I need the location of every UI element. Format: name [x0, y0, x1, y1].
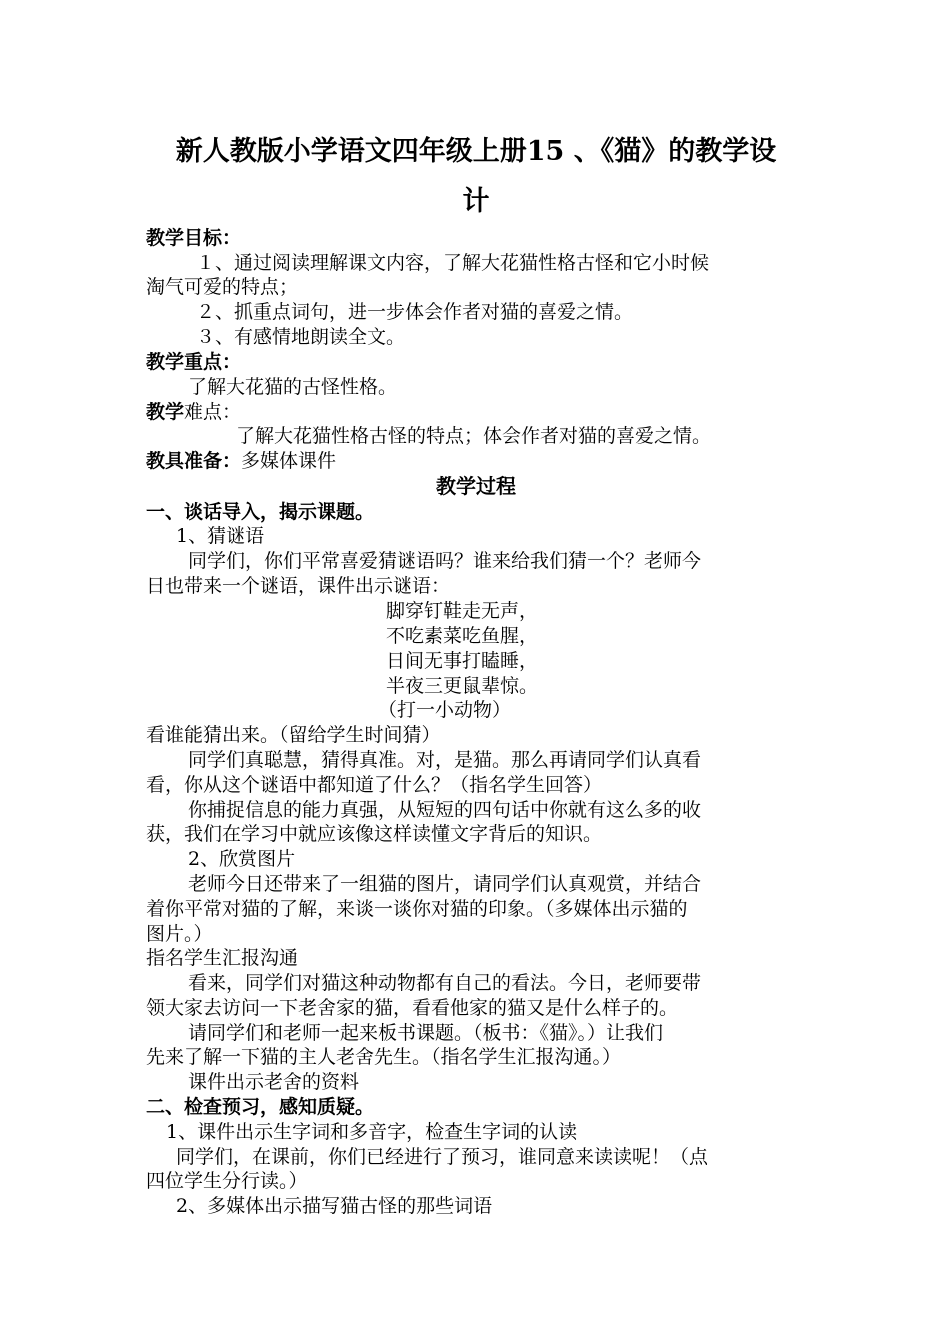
key-points-heading: 教学重点： — [146, 351, 242, 373]
section1-p2: 看谁能猜出来。（留给学生时间猜） — [146, 724, 441, 746]
riddle-line-1: 脚穿钉鞋走无声， — [386, 600, 539, 622]
section1-p1a: 同学们，你们平常喜爱猜谜语吗？谁来给我们猜一个？老师今 — [188, 550, 702, 572]
section1-p5a: 老师今日还带来了一组猫的图片，请同学们认真观赏，并结合 — [188, 873, 702, 895]
key-points-text: 了解大花猫的古怪性格。 — [188, 376, 398, 398]
section2-sub1: 1、课件出示生字词和多音字，检查生字词的认读 — [166, 1121, 578, 1143]
materials-line — [146, 449, 806, 474]
objective-3: ３、有感情地朗读全文。 — [196, 326, 406, 348]
section1-heading: 一、谈话导入，揭示课题。 — [146, 501, 375, 523]
section2-heading: 二、检查预习，感知质疑。 — [146, 1096, 375, 1118]
difficulties-heading — [146, 400, 806, 425]
difficulties-text: 了解大花猫性格古怪的特点；体会作者对猫的喜爱之情。 — [236, 425, 712, 447]
section1-sub2: 2、欣赏图片 — [188, 848, 296, 870]
section1-p7b: 领大家去访问一下老舍家的猫，看看他家的猫又是什么样子的。 — [146, 997, 679, 1019]
riddle-hint: （打一小动物） — [378, 699, 512, 721]
difficulties-heading-rest: 难点： — [184, 401, 242, 423]
section1-p1b: 日也带来一个谜语，课件出示谜语： — [146, 575, 451, 597]
process-heading: 教学过程 — [436, 474, 516, 498]
objective-1b: 淘气可爱的特点； — [146, 276, 299, 298]
section2-p1b: 四位学生分行读。） — [146, 1170, 308, 1192]
section1-p8b: 先来了解一下猫的主人老舍先生。（指名学生汇报沟通。） — [146, 1046, 622, 1068]
materials-label: 教具准备： — [146, 450, 242, 472]
section1-p5c: 图片。） — [146, 923, 213, 945]
materials-value: 多媒体课件 — [241, 450, 337, 472]
section1-p5b: 着你平常对猫的了解，来谈一谈你对猫的印象。（多媒体出示猫的 — [146, 898, 688, 920]
document-title-line2: 计 — [462, 186, 490, 217]
section2-p1a: 同学们，在课前，你们已经进行了预习，谁同意来读读呢！（点 — [176, 1146, 709, 1168]
objective-2: ２、抓重点词句，进一步体会作者对猫的喜爱之情。 — [196, 301, 634, 323]
section1-p9: 课件出示老舍的资料 — [188, 1071, 360, 1093]
section1-p7a: 看来，同学们对猫这种动物都有自己的看法。今日，老师要带 — [188, 972, 702, 994]
section1-sub1: 1、猜谜语 — [176, 525, 265, 547]
section1-p4a: 你捕捉信息的能力真强，从短短的四句话中你就有这么多的收 — [188, 799, 702, 821]
difficulties-heading-bold: 教学 — [146, 401, 185, 423]
riddle-line-3: 日间无事打瞌睡， — [386, 650, 539, 672]
section1-p4b: 获，我们在学习中就应该像这样读懂文字背后的知识。 — [146, 823, 603, 845]
section1-p3b: 看，你从这个谜语中都知道了什么？（指名学生回答） — [146, 774, 603, 796]
section1-p3a: 同学们真聪慧，猜得真准。对，是猫。那么再请同学们认真看 — [188, 749, 702, 771]
section2-sub2: 2、多媒体出示描写猫古怪的那些词语 — [176, 1195, 493, 1217]
objectives-heading: 教学目标： — [146, 227, 242, 249]
objective-1a: １、通过阅读理解课文内容，了解大花猫性格古怪和它小时候 — [196, 252, 710, 274]
riddle-line-4: 半夜三更鼠辈惊。 — [386, 675, 539, 697]
section1-p6: 指名学生汇报沟通 — [146, 947, 299, 969]
document-title-line1: 新人教版小学语文四年级上册15 、《猫》的教学设 — [175, 136, 777, 167]
riddle-line-2: 不吃素菜吃鱼腥， — [386, 625, 539, 647]
section1-p8a: 请同学们和老师一起来板书课题。（板书：《猫》。）让我们 — [188, 1022, 664, 1044]
